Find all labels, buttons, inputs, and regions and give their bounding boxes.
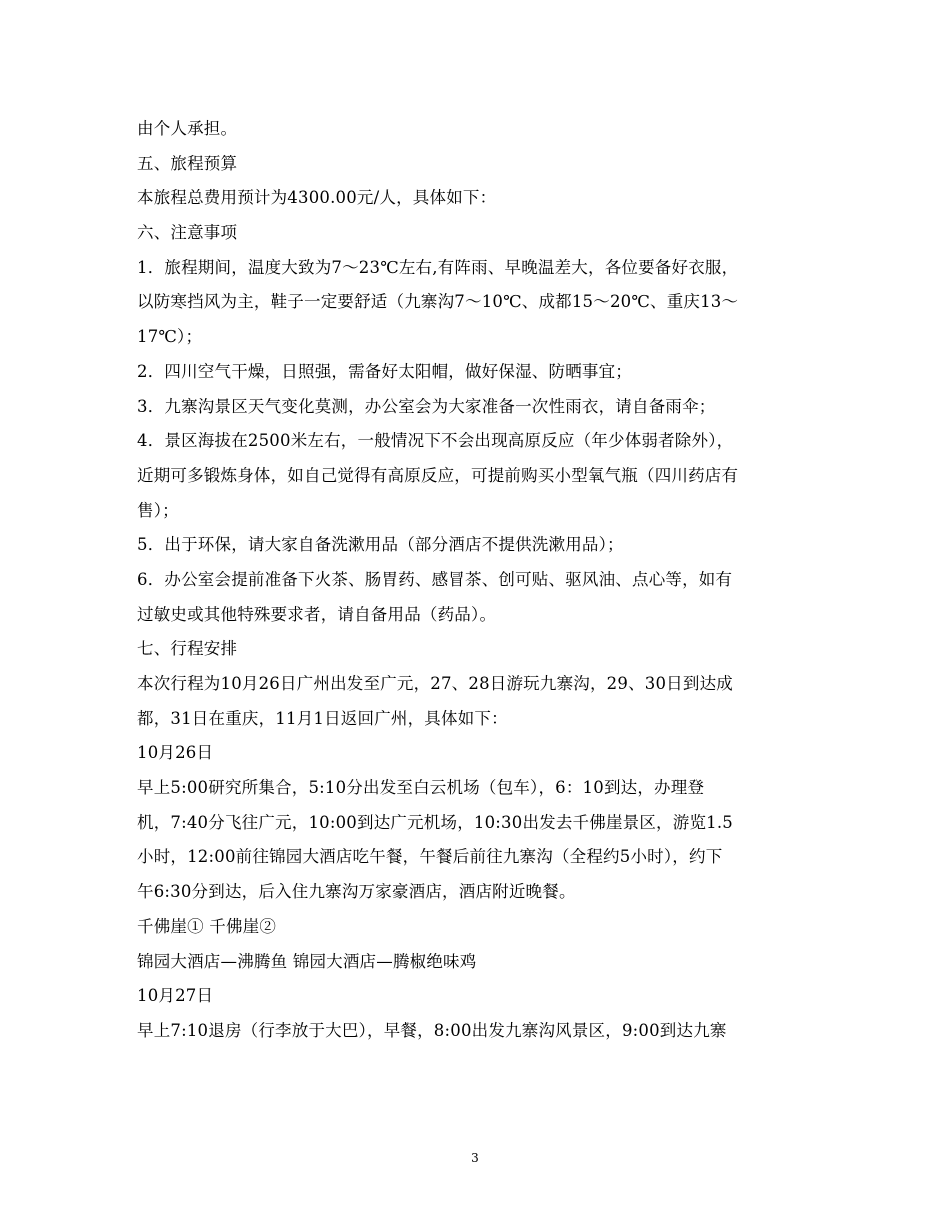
body-line: 本次行程为10月26日广州出发至广元，27、28日游玩九寨沟，29、30日到达成: [137, 674, 733, 693]
body-line: 1．旅程期间，温度大致为7～23℃左右,有阵雨、早晚温差大，各位要备好衣服，: [137, 257, 739, 277]
section-heading-notes: 六、注意事项: [137, 223, 238, 243]
document-body: [137, 112, 817, 1049]
body-line: 3．九寨沟景区天气变化莫测，办公室会为大家准备一次性雨衣，请自备雨伞；: [137, 396, 716, 416]
body-line: 机，7:40分飞往广元，10:00到达广元机场，10:30出发去千佛崖景区，游览1.5: [137, 812, 733, 832]
body-line: 小时，12:00前往锦园大酒店吃午餐，午餐后前往九寨沟（全程约5小时），约下: [137, 847, 723, 867]
body-line: 早上5:00研究所集合，5:10分出发至白云机场（包车），6：10到达，办理登: [137, 778, 705, 798]
body-line: 都，31日在重庆，11月1日返回广州，具体如下：: [137, 708, 508, 728]
body-line: 过敏史或其他特殊要求者，请自备用品（药品）。: [137, 604, 497, 624]
image-caption: 锦园大酒店—沸腾鱼 锦园大酒店—腾椒绝味鸡: [137, 951, 477, 971]
body-line: 2．四川空气干燥，日照强，需备好太阳帽，做好保湿、防晒事宜；: [137, 361, 632, 381]
body-line: 本旅程总费用预计为4300.00元/人，具体如下：: [137, 188, 497, 208]
date-heading: 10月27日: [137, 986, 214, 1006]
section-heading-budget: 五、旅程预算: [137, 153, 238, 173]
body-line: 4．景区海拔在2500米左右，一般情况下不会出现高原反应（年少体弱者除外），: [137, 431, 734, 451]
body-line: 6．办公室会提前准备下火茶、肠胃药、感冒茶、创可贴、驱风油、点心等，如有: [137, 569, 733, 589]
date-heading: 10月26日: [137, 743, 214, 763]
body-line: 以防寒挡风为主，鞋子一定要舒适（九寨沟7～10℃、成都15～20℃、重庆13～: [137, 292, 739, 312]
body-line: 午6:30分到达，后入住九寨沟万家豪酒店，酒店附近晚餐。: [137, 882, 576, 902]
body-line: 早上7:10退房（行李放于大巴），早餐，8:00出发九寨沟风景区，9:00到达九寨: [137, 1020, 727, 1040]
body-line: 17℃）；: [137, 327, 203, 347]
image-caption: 千佛崖① 千佛崖②: [137, 916, 277, 936]
body-line: 售）；: [137, 500, 179, 520]
section-heading-itinerary: 七、行程安排: [137, 639, 238, 659]
body-line: 5．出于环保，请大家自备洗漱用品（部分酒店不提供洗漱用品）；: [137, 535, 624, 555]
page-number: 3: [471, 1151, 479, 1165]
body-line: 由个人承担。: [137, 119, 238, 138]
body-line: 近期可多锻炼身体，如自己觉得有高原反应，可提前购买小型氧气瓶（四川药店有: [137, 465, 739, 485]
